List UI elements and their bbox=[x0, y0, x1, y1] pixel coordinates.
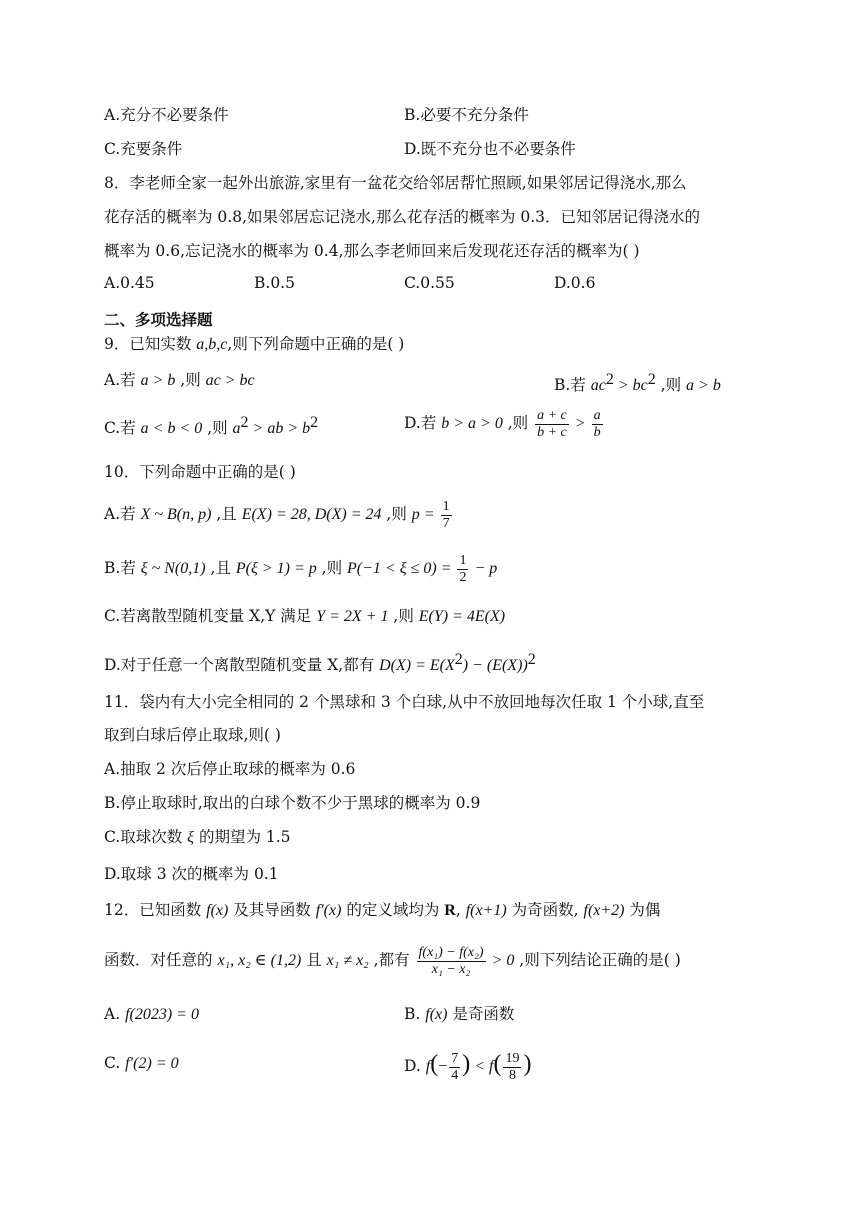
q12-l2-fraction bbox=[417, 945, 486, 978]
q10-c-math: Y = 2X + 1 bbox=[316, 608, 389, 625]
q12-stem-line2 bbox=[104, 940, 681, 981]
q10-d-math2: ) − (E(X)) bbox=[462, 657, 528, 675]
q11-option-d: D.取球 3 次的概率为 0.1 bbox=[104, 865, 279, 883]
q9-b-cond1: ac bbox=[590, 377, 606, 395]
q12-option-d bbox=[404, 1044, 531, 1087]
q12-d-den1: 4 bbox=[451, 1067, 459, 1083]
q10-b-label: B.若 bbox=[104, 559, 141, 577]
q10-a-num: 1 bbox=[442, 498, 450, 514]
q10-b-math3: P(−1 < ξ ≤ 0) = bbox=[347, 560, 456, 577]
q12-d-lparen2: ( bbox=[493, 1051, 502, 1077]
q7-option-d: D.既不充分也不必要条件 bbox=[404, 140, 576, 158]
q11-c-post: 的期望为 1.5 bbox=[194, 828, 291, 846]
q10-d-exp2: 2 bbox=[527, 651, 536, 668]
q9-option-a bbox=[104, 369, 255, 392]
q12-b-math: f(x) bbox=[425, 1006, 448, 1023]
q9-c-mid: ,则 bbox=[202, 419, 233, 438]
q10-b-math2: P(ξ > 1) = p bbox=[235, 560, 317, 577]
q12-l2-a: 函数．对任意的 bbox=[104, 951, 218, 969]
q10-a-p: p = bbox=[411, 506, 439, 523]
q10-option-a bbox=[104, 496, 454, 533]
q9-d-gt: > bbox=[570, 415, 590, 432]
q10-a-label: A.若 bbox=[104, 505, 141, 523]
q12-option-c bbox=[104, 1052, 179, 1075]
q12-l1-f2: f(x+2) bbox=[583, 902, 625, 919]
q12-d-den2: 8 bbox=[508, 1067, 516, 1083]
q12-l1-b: 及其导函数 bbox=[228, 901, 316, 919]
q10-a-math2: E(X) = 28, D(X) = 24 bbox=[241, 506, 382, 523]
q10-d-text: D.对于任意一个离散型随机变量 X,都有 bbox=[104, 656, 380, 675]
q10-option-c bbox=[104, 605, 505, 628]
q12-l2-e: ,则下列结论正确的是( ) bbox=[514, 951, 681, 969]
q9-b-exp1: 2 bbox=[605, 371, 614, 388]
q9-d-fraction1 bbox=[535, 408, 569, 441]
q10-d-exp1: 2 bbox=[454, 651, 463, 668]
q10-stem: 10．下列命题中正确的是( ) bbox=[104, 463, 296, 481]
q12-l1-d: , bbox=[455, 901, 466, 919]
q11-option-a: A.抽取 2 次后停止取球的概率为 0.6 bbox=[104, 760, 356, 778]
q12-d-f1: f bbox=[425, 1058, 431, 1075]
q7-option-b: B.必要不充分条件 bbox=[404, 106, 529, 124]
q9-stem-suffix: ,则下列命题中正确的是( ) bbox=[227, 335, 405, 353]
q9-b-label: B.若 bbox=[554, 376, 591, 395]
q9-c-exp1: 2 bbox=[240, 414, 249, 431]
q10-option-d bbox=[104, 649, 536, 677]
q12-a-math: f(2023) = 0 bbox=[125, 1006, 199, 1023]
q10-b-mid2: ,则 bbox=[316, 559, 348, 577]
q12-l1-c: 的定义域均为 bbox=[341, 901, 445, 919]
q8-stem-line2: 花存活的概率为 0.8,如果邻居忘记浇水,那么花存活的概率为 0.3．已知邻居记得浇水的 bbox=[104, 208, 701, 226]
q11-option-c bbox=[104, 826, 291, 849]
q12-l1-f: f(x) bbox=[206, 902, 229, 919]
q9-d-mid: ,则 bbox=[502, 414, 534, 432]
q9-option-c bbox=[104, 412, 318, 440]
q10-b-tail: − p bbox=[470, 560, 498, 577]
q8-stem-line1: 8．李老师全家一起外出旅游,家里有一盆花交给邻居帮忙照顾,如果邻居记得浇水,那么 bbox=[104, 174, 687, 192]
q12-d-rparen2: ) bbox=[523, 1051, 532, 1077]
q10-a-mid: ,且 bbox=[211, 505, 242, 523]
q10-b-den: 2 bbox=[459, 569, 467, 585]
q9-a-label: A.若 bbox=[104, 371, 141, 389]
q9-c-res1: a bbox=[232, 420, 241, 438]
q9-option-d bbox=[404, 405, 605, 442]
q9-a-mid: ,则 bbox=[175, 371, 206, 389]
q12-d-neg: − bbox=[438, 1058, 448, 1075]
q8-option-b: B.0.5 bbox=[254, 274, 295, 292]
q10-c-mid: ,则 bbox=[388, 607, 419, 625]
q12-c-label: C. bbox=[104, 1054, 126, 1072]
q12-l1-fprime: f′(x) bbox=[315, 902, 342, 919]
q9-c-res2: > ab > b bbox=[248, 420, 311, 438]
q12-l2-m2: x₁ ≠ x₂ bbox=[326, 952, 369, 969]
q9-d-den2: b bbox=[593, 424, 601, 440]
q9-a-result: ac > bc bbox=[205, 372, 255, 389]
q8-option-a: A.0.45 bbox=[104, 274, 155, 292]
q8-stem-line3: 概率为 0.6,忘记浇水的概率为 0.4,那么李老师回来后发现花还存活的概率为( ) bbox=[104, 242, 640, 260]
q12-l2-d: > 0 bbox=[487, 952, 515, 969]
q12-b-label: B. bbox=[404, 1005, 426, 1023]
q12-l1-g: 为偶 bbox=[624, 901, 661, 919]
q9-b-mid: ,则 bbox=[655, 376, 687, 395]
q12-d-num2: 19 bbox=[505, 1050, 520, 1066]
q8-option-c: C.0.55 bbox=[404, 274, 455, 292]
q12-stem-line1 bbox=[104, 899, 660, 922]
q9-d-den1: b + c bbox=[537, 424, 567, 440]
q8-option-d: D.0.6 bbox=[554, 274, 596, 292]
q10-b-num: 1 bbox=[459, 552, 467, 568]
q9-a-cond: a > b bbox=[140, 372, 176, 389]
q10-a-mid2: ,则 bbox=[381, 505, 412, 523]
q12-d-fraction2 bbox=[503, 1051, 521, 1084]
q12-l2-den: x₁ − x₂ bbox=[431, 961, 471, 977]
q12-l1-R: R bbox=[444, 902, 456, 919]
q12-l2-c: ,都有 bbox=[368, 951, 415, 969]
q12-d-fraction1 bbox=[449, 1051, 460, 1084]
q10-b-math: ξ ~ N(0,1) bbox=[140, 560, 206, 577]
q11-stem-line1: 11．袋内有大小完全相同的 2 个黑球和 3 个白球,从中不放回地每次任取 1 个小球,直至 bbox=[104, 693, 705, 711]
section-heading: 二、多项选择题 bbox=[104, 311, 213, 329]
q12-l1-f1: f(x+1) bbox=[465, 902, 507, 919]
q12-l2-m1: x₁, x₂ ∈ (1,2) bbox=[217, 952, 302, 969]
q9-b-cond2: > bc bbox=[613, 377, 648, 395]
q10-d-math: D(X) = E(X bbox=[379, 657, 455, 675]
q12-c-math: f′(2) = 0 bbox=[125, 1055, 179, 1072]
q7-option-c: C.充要条件 bbox=[104, 140, 183, 158]
q9-d-cond: b > a > 0 bbox=[441, 415, 503, 432]
q10-b-fraction bbox=[457, 553, 468, 586]
q11-option-b: B.停止取球时,取出的白球个数不少于黑球的概率为 0.9 bbox=[104, 794, 481, 812]
q10-option-b bbox=[104, 550, 497, 587]
q10-a-math: X ~ B(n, p) bbox=[140, 506, 212, 523]
q12-l2-num: f(x₁) − f(x₂) bbox=[418, 944, 484, 960]
q12-option-a bbox=[104, 1003, 199, 1026]
q10-a-fraction bbox=[441, 499, 452, 532]
q12-l1-a: 12．已知函数 bbox=[104, 901, 207, 919]
q10-c-math2: E(Y) = 4E(X) bbox=[418, 608, 506, 625]
q12-d-label: D. bbox=[404, 1057, 426, 1075]
q9-c-label: C.若 bbox=[104, 419, 141, 438]
q9-stem-prefix: 9．已知实数 bbox=[104, 335, 197, 353]
q11-c-var: ξ bbox=[187, 829, 195, 846]
q12-d-num1: 7 bbox=[451, 1050, 459, 1066]
q9-d-label: D.若 bbox=[404, 414, 442, 432]
q9-d-num2: a bbox=[593, 407, 601, 423]
q9-option-b bbox=[554, 369, 721, 397]
q9-c-cond: a < b < 0 bbox=[140, 420, 203, 438]
q9-stem bbox=[104, 333, 404, 356]
q10-b-mid: ,且 bbox=[205, 559, 236, 577]
q9-d-num1: a + c bbox=[537, 407, 567, 423]
q12-a-label: A. bbox=[104, 1005, 126, 1023]
q12-l2-b: 且 bbox=[301, 951, 327, 969]
q9-b-exp2: 2 bbox=[647, 371, 656, 388]
q12-option-b bbox=[404, 1003, 514, 1026]
q9-d-fraction2 bbox=[592, 408, 603, 441]
q9-c-exp2: 2 bbox=[310, 414, 319, 431]
q7-option-a: A.充分不必要条件 bbox=[104, 106, 229, 124]
q11-c-pre: C.取球次数 bbox=[104, 828, 188, 846]
q12-d-rparen1: ) bbox=[462, 1051, 471, 1077]
q9-b-result: a > b bbox=[686, 377, 721, 395]
q12-l1-e: 为奇函数, bbox=[506, 901, 584, 919]
q12-d-lparen1: ( bbox=[430, 1051, 439, 1077]
q10-c-text: C.若离散型随机变量 X,Y 满足 bbox=[104, 607, 317, 625]
q10-a-den: 7 bbox=[442, 515, 450, 531]
q12-d-lt: < f bbox=[470, 1058, 494, 1075]
q12-b-text: 是奇函数 bbox=[447, 1005, 515, 1023]
q9-stem-vars: a,b,c bbox=[196, 336, 228, 353]
q11-stem-line2: 取到白球后停止取球,则( ) bbox=[104, 726, 281, 744]
